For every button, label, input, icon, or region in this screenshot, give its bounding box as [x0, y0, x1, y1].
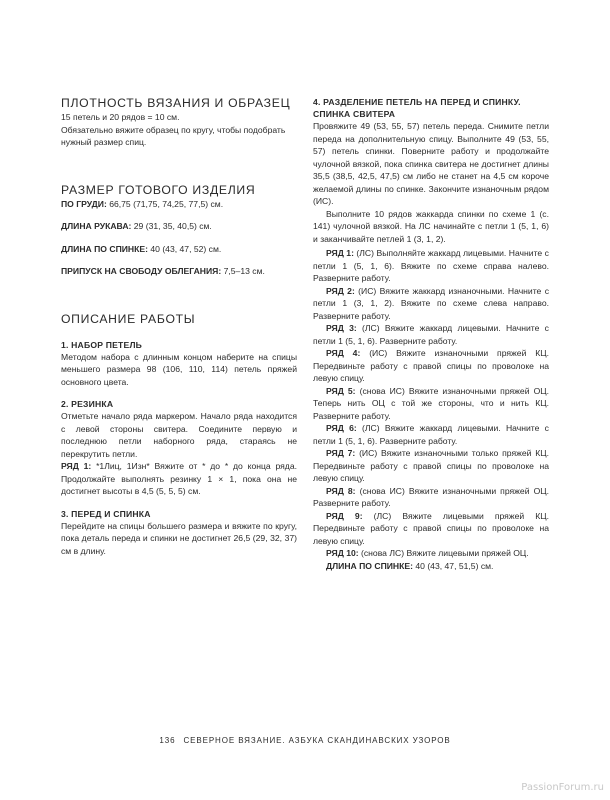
row-instruction: РЯД 6: (ЛС) Вяжите жаккард лицевыми. Начните с петли 1 (5, 1, 6). Разверните работу.: [313, 423, 549, 446]
row-instruction: РЯД 2: (ИС) Вяжите жаккард изнаночными. Начните с петли 1 (3, 1, 2). Вяжите по схеме слева направо. Разверните работу.: [313, 285, 549, 321]
row-instruction: РЯД 5: (снова ИС) Вяжите изнаночными пряжей ОЦ. Теперь нить ОЦ с той же стороны, что и нить КЦ. Разверните работу.: [313, 385, 549, 421]
row-instruction: РЯД 3: (ЛС) Вяжите жаккард лицевыми. Начните с петли 1 (5, 1, 6). Разверните работу.: [313, 323, 549, 346]
row-instruction: РЯД 10: (снова ЛС) Вяжите лицевыми пряжей ОЦ.: [326, 548, 529, 558]
work-heading: ОПИСАНИЕ РАБОТЫ: [61, 311, 196, 326]
final-length: ДЛИНА ПО СПИНКЕ: 40 (43, 47, 51,5) см.: [326, 560, 494, 571]
step-heading: 4. РАЗДЕЛЕНИЕ ПЕТЕЛЬ НА ПЕРЕД И СПИНКУ.: [313, 97, 521, 107]
step-heading: 3. ПЕРЕД И СПИНКА: [61, 508, 151, 519]
left-column: [61, 96, 297, 557]
size-item: ПРИПУСК НА СВОБОДУ ОБЛЕГАНИЯ: 7,5–13 см.: [61, 266, 265, 276]
row-instruction: РЯД 7: (ИС) Вяжите изнаночными только пряжей КЦ. Передвиньте работу с правой спицы по проволоке на левую спицу.: [313, 448, 549, 483]
page-number: 136: [159, 736, 176, 745]
book-title: СЕВЕРНОЕ ВЯЗАНИЕ. АЗБУКА СКАНДИНАВСКИХ УЗОРОВ: [183, 736, 451, 745]
size-item: ПО ГРУДИ: 66,75 (71,75, 74,25, 77,5) см.: [61, 198, 224, 209]
row-instruction: РЯД 1: *1Лиц, 1Изн* Вяжите от * до * до конца ряда. Продолжайте выполнять резинку 1 × 1, пока она не достигнет высоты в 4,5 (5, 5, 5) см.: [61, 461, 297, 496]
row-instruction: РЯД 4: (ИС) Вяжите изнаночными пряжей КЦ. Передвиньте работу с правой спицы по проволоке на левую спицу.: [313, 348, 549, 383]
watermark: PassionForum.ru: [521, 782, 604, 793]
gauge-line: 15 петель и 20 рядов = 10 см.: [61, 112, 180, 122]
page-footer: [0, 736, 610, 745]
size-item: ДЛИНА РУКАВА: 29 (31, 35, 40,5) см.: [61, 221, 212, 231]
gauge-heading: ПЛОТНОСТЬ ВЯЗАНИЯ И ОБРАЗЕЦ: [61, 96, 291, 110]
step-text: Методом набора с длинным концом наберите на спицы меньшего размера 98 (106, 110, 114) петель пряжей основного цвета.: [61, 351, 297, 387]
step-text: Перейдите на спицы большего размера и вяжите по кругу, пока деталь переда и спинки не достигнет 26,5 (29, 32, 37) см в длину.: [61, 520, 297, 556]
gauge-line: Обязательно вяжите образец по кругу, чтобы подобрать нужный размер спиц.: [61, 124, 286, 147]
right-column: [313, 96, 549, 572]
paragraph: Провяжите 49 (53, 55, 57) петель переда. Снимите петли переда на дополнительную спицу. Выполните 49 (53, 55, 57) петель спинки. Поверните работу и продолжайте чулочной вязкой, пока спинка свитера не достигнет длины 35,5 (38,5, 42,5, 47,5) см либо не станет на 4,5 см короче желаемой длины по спинке. Закончите изнаночным рядом (ИС).: [313, 121, 549, 206]
step-heading: 2. РЕЗИНКА: [61, 399, 114, 409]
row-instruction: РЯД 9: (ЛС) Вяжите лицевыми пряжей КЦ. Передвиньте работу с правой спицы по проволоке на левую спицу.: [313, 510, 549, 546]
size-heading: РАЗМЕР ГОТОВОГО ИЗДЕЛИЯ: [61, 182, 256, 197]
step-text: Отметьте начало ряда маркером. Начало ряда находится с левой стороны свитера. Соедините первую и последнюю петли наборного ряда, стараясь не перекрутить петли.: [61, 411, 297, 459]
step-subheading: СПИНКА СВИТЕРА: [313, 109, 396, 119]
size-item: ДЛИНА ПО СПИНКЕ: 40 (43, 47, 52) см.: [61, 243, 222, 254]
paragraph: Выполните 10 рядов жаккарда спинки по схеме 1 (с. 141) чулочной вязкой. На ЛС начинайте с петли 1 (5, 1, 6) и заканчивайте петлей 1 (3, 1, 2).: [313, 208, 549, 244]
step-heading: 1. НАБОР ПЕТЕЛЬ: [61, 339, 143, 350]
row-instruction: РЯД 1: (ЛС) Выполняйте жаккард лицевыми. Начните с петли 1 (5, 1, 6). Вяжите по схеме справа налево. Разверните работу.: [313, 248, 549, 283]
row-instruction: РЯД 8: (снова ИС) Вяжите изнаночными пряжей ОЦ. Разверните работу.: [313, 485, 549, 508]
